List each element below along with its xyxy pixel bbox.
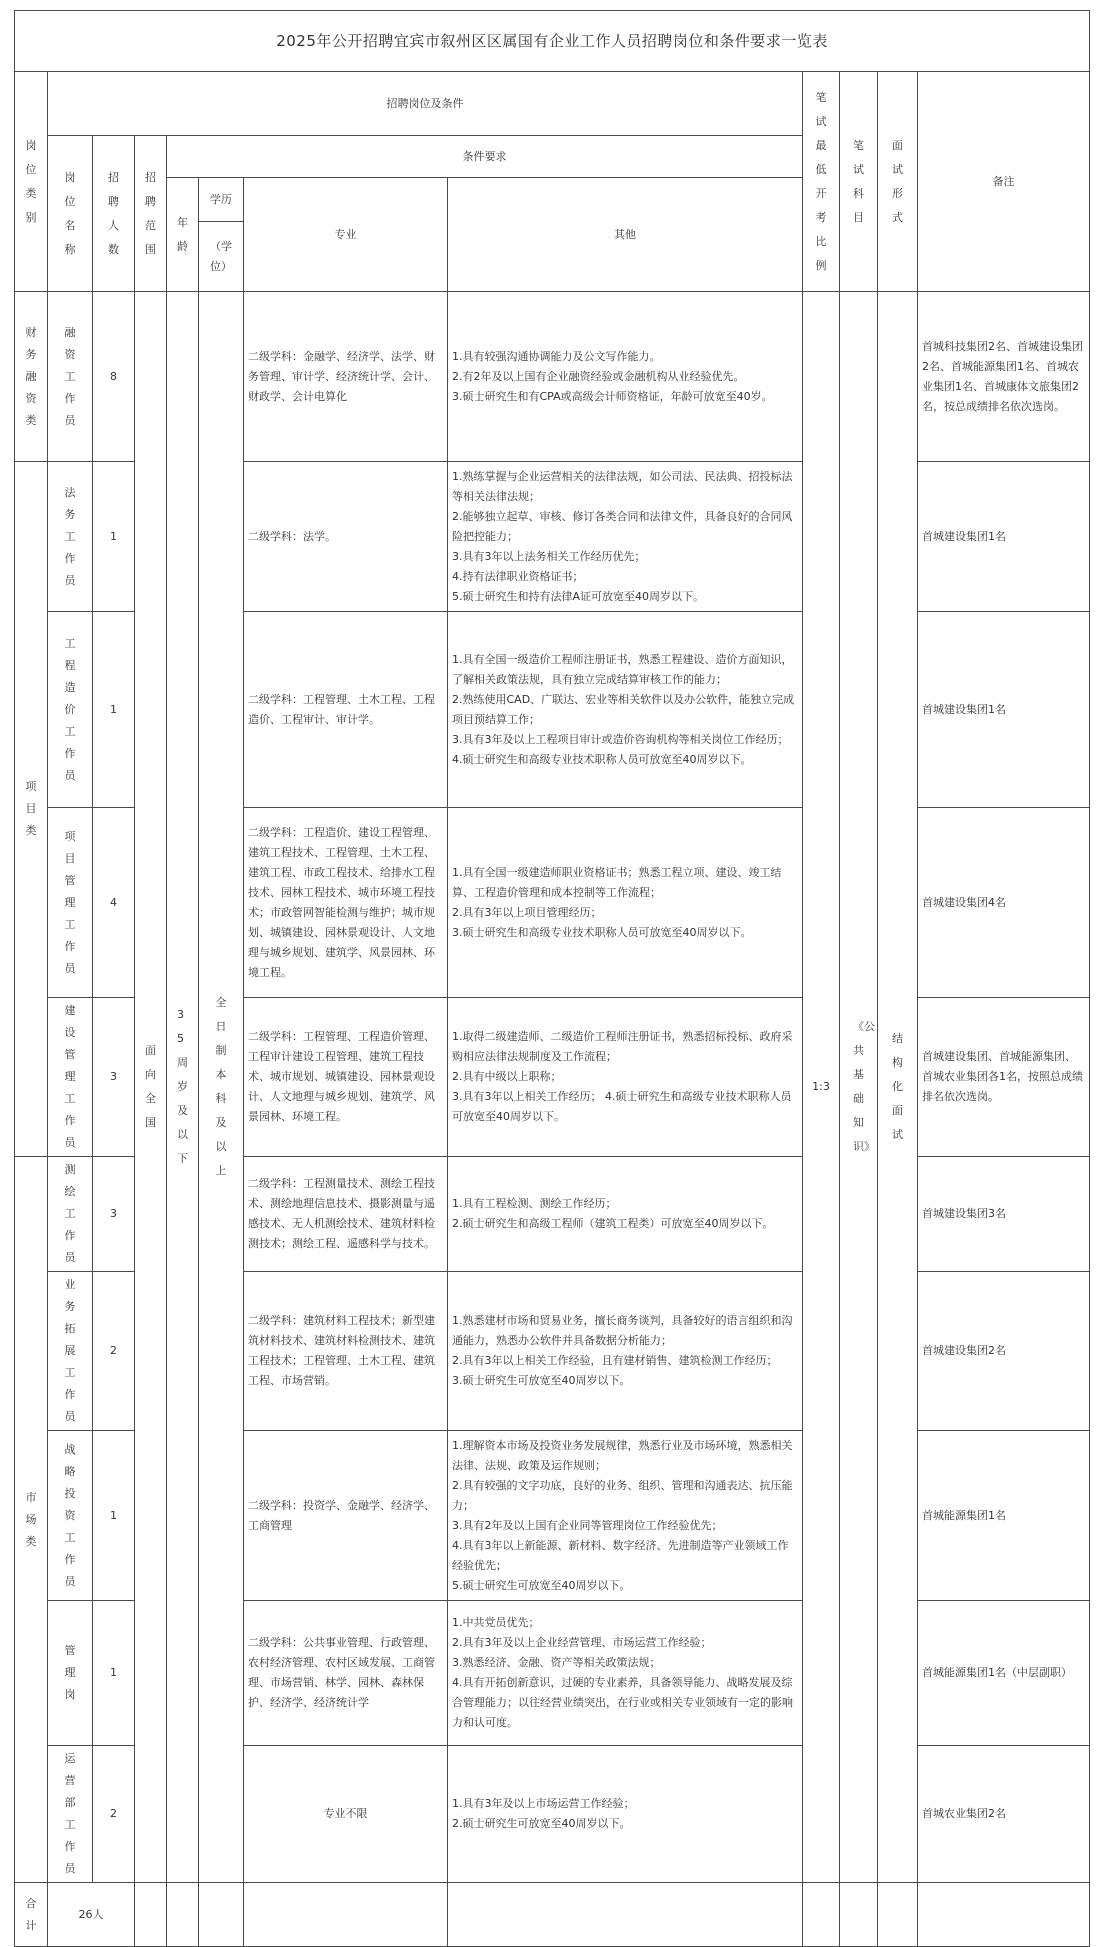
other-item: 1.具有全国一级建造师职业资格证书；熟悉工程立项、建设、竣工结算、工程造价管理和成本控制等工作流程； [452,865,782,899]
position-count: 4 [93,808,135,998]
other-cell [448,998,803,1157]
page-title: 2025年公开招聘宜宾市叙州区区属国有企业工作人员招聘岗位和条件要求一览表 [15,11,1090,72]
other-item: 5.硕士研究生可放宽至40周岁以下。 [452,1578,631,1592]
position-count: 2 [93,1272,135,1431]
position-count: 3 [93,1157,135,1272]
other-item: 1.熟练掌握与企业运营相关的法律法规，如公司法、民法典、招投标法等相关法律法规； [452,469,793,503]
empty-cell [167,1883,199,1947]
total-label: 合计 [15,1883,48,1947]
position-name: 运营部工作员 [48,1746,93,1883]
major-cell: 二级学科：法学。 [244,462,448,612]
other-item: 1.取得二级建造师、二级造价工程师注册证书，熟悉招标投标、政府采购相应法律法规制度及工作流程； [452,1030,793,1063]
other-cell [448,292,803,462]
position-name: 管理岗 [48,1601,93,1746]
position-count: 1 [93,462,135,612]
remark-cell: 首城建设集团3名 [918,1157,1090,1272]
remark-cell: 首城农业集团2名 [918,1746,1090,1883]
other-item: 3.具有3年以上相关工作经历； 4.硕士研究生和高级专业技术职称人员可放宽至40周岁以下。 [452,1090,792,1123]
empty-cell [244,1883,448,1947]
header-interview: 面试形式 [878,72,918,292]
other-item: 4.持有法律职业资格证书； [452,569,584,583]
empty-cell [135,1883,167,1947]
position-count: 1 [93,1601,135,1746]
other-cell [448,808,803,998]
category-cell: 市场类 [15,1157,48,1883]
header-written: 笔试科目 [840,72,878,292]
other-item: 2.硕士研究生可放宽至40周岁以下。 [452,1817,631,1830]
empty-cell [448,1883,803,1947]
other-item: 3.硕士研究生和有CPA或高级会计师资格证，年龄可放宽至40岁。 [452,389,773,403]
recruitment-sheet [14,10,1089,1932]
interview-cell: 结构化面试 [878,292,918,1883]
other-cell [448,1157,803,1272]
position-name: 项目管理工作员 [48,808,93,998]
header-education: 学历 [199,178,244,222]
major-cell: 二级学科：公共事业管理、行政管理、农村经济管理、农村区域发展、工商管理、市场营销、林学、园林、森林保护、经济学、经济统计学 [244,1601,448,1746]
header-count: 招聘人数 [93,136,135,292]
other-item: 3.具有3年及以上工程项目审计或造价咨询机构等相关岗位工作经历； [452,732,789,746]
header-position-group: 招聘岗位及条件 [48,72,803,136]
other-item: 3.熟悉经济、金融、资产等相关政策法规； [452,1656,661,1669]
major-cell: 二级学科：工程造价、建设工程管理、建筑工程技术、工程管理、土木工程、建筑工程、市政工程技术、给排水工程技术、园林工程技术、城市环境工程技术；市政管网智能检测与维护；城市规划、城镇建设、园林景观设计、人文地理与城乡规划、建筑学、风景园林、环境工程。 [244,808,448,998]
other-item: 2.具有3年以上相关工作经验，且有建材销售、建筑检测工作经历； [452,1354,778,1367]
other-item: 4.硕士研究生和高级专业技术职称人员可放宽至40周岁以下。 [452,752,752,766]
other-cell [448,1601,803,1746]
remark-cell: 首城建设集团1名 [918,462,1090,612]
other-item: 2.具有中级以上职称； [452,1070,562,1083]
position-count: 8 [93,292,135,462]
position-name: 测绘工作员 [48,1157,93,1272]
other-cell [448,612,803,808]
other-item: 3.硕士研究生可放宽至40周岁以下。 [452,1374,631,1387]
remark-cell: 首城科技集团2名、首城建设集团2名、首城能源集团1名、首城农业集团1名、首城康体文旅集团2名，按总成绩排名依次选岗。 [918,292,1090,462]
other-item: 2.具有较强的文字功底，良好的业务、组织、管理和沟通表达、抗压能力； [452,1478,793,1512]
other-item: 5.硕士研究生和持有法律A证可放宽至40周岁以下。 [452,589,705,603]
remark-cell: 首城能源集团1名（中层副职） [918,1601,1090,1746]
header-age: 年龄 [167,178,199,292]
other-item: 4.具有3年以上新能源、新材料、数字经济、先进制造等产业领域工作经验优先； [452,1538,789,1572]
header-row-1 [15,72,1090,136]
other-item: 1.具有3年及以上市场运营工作经验； [452,1797,635,1810]
major-cell: 二级学科：建筑材料工程技术；新型建筑材料技术、建筑材料检测技术、建筑工程技术；工程管理、土木工程、建筑工程、市场营销。 [244,1272,448,1431]
written-cell: 《公共基础知识》 [840,292,878,1883]
other-item: 2.有2年及以上国有企业融资经验或金融机构从业经验优先。 [452,369,745,383]
other-item: 2.具有3年及以上企业经营管理、市场运营工作经验； [452,1636,712,1649]
position-name: 工程造价工作员 [48,612,93,808]
position-name: 战略投资工作员 [48,1431,93,1601]
empty-cell [803,1883,840,1947]
scope-cell: 面向全国 [135,292,167,1883]
position-count: 1 [93,1431,135,1601]
major-cell: 专业不限 [244,1746,448,1883]
major-cell: 二级学科：投资学、金融学、经济学、工商管理 [244,1431,448,1601]
major-cell: 二级学科：工程管理、土木工程、工程造价、工程审计、审计学。 [244,612,448,808]
remark-cell: 首城建设集团4名 [918,808,1090,998]
other-item: 2.熟练使用CAD、广联达、宏业等相关软件以及办公软件，能独立完成项目预结算工作； [452,692,795,726]
age-cell: 35周岁及以下 [167,292,199,1883]
other-item: 1.具有较强沟通协调能力及公文写作能力。 [452,349,661,363]
major-cell: 二级学科：工程管理、工程造价管理、工程审计建设工程管理、建筑工程技术、城市规划、城镇建设、园林景观设计、人文地理与城乡规划、建筑学、风景园林、环境工程。 [244,998,448,1157]
other-cell [448,462,803,612]
other-cell [448,1746,803,1883]
header-scope: 招聘范围 [135,136,167,292]
empty-cell [878,1883,918,1947]
remark-cell: 首城建设集团2名 [918,1272,1090,1431]
category-cell: 财务融资类 [15,292,48,462]
ratio-cell: 1:3 [803,292,840,1883]
empty-cell [918,1883,1090,1947]
position-name: 法务工作员 [48,462,93,612]
position-count: 2 [93,1746,135,1883]
header-other: 其他 [448,178,803,292]
total-count: 26人 [48,1883,135,1947]
remark-cell: 首城能源集团1名 [918,1431,1090,1601]
position-name: 融资工作员 [48,292,93,462]
table-row [15,292,1090,462]
education-cell: 全日制本科及以上 [199,292,244,1883]
title-row [15,11,1090,72]
header-position-name: 岗位名称 [48,136,93,292]
other-cell [448,1431,803,1601]
recruitment-table [14,10,1090,1947]
other-item: 1.理解资本市场及投资业务发展规律，熟悉行业及市场环境，熟悉相关法律、法规、政策及运作规则； [452,1438,793,1472]
header-degree: （学位） [199,222,244,292]
empty-cell [840,1883,878,1947]
position-name: 业务拓展工作员 [48,1272,93,1431]
other-item: 2.硕士研究生和高级工程师（建筑工程类）可放宽至40周岁以下。 [452,1217,774,1230]
major-cell: 二级学科：工程测量技术、测绘工程技术、测绘地理信息技术、摄影测量与遥感技术、无人机测绘技术、建筑材料检测技术；测绘工程、遥感科学与技术。 [244,1157,448,1272]
remark-cell: 首城建设集团1名 [918,612,1090,808]
other-item: 3.具有2年及以上国有企业同等管理岗位工作经验优先； [452,1518,723,1532]
other-item: 1.熟悉建材市场和贸易业务，擅长商务谈判，具备较好的语言组织和沟通能力，熟悉办公软件并具备数据分析能力； [452,1314,793,1347]
empty-cell [199,1883,244,1947]
other-item: 1.具有工程检测、测绘工作经历； [452,1197,617,1210]
position-count: 3 [93,998,135,1157]
other-item: 4.具有开拓创新意识，过硬的专业素养，具备领导能力、战略发展及综合管理能力；以往经营业绩突出，在行业或相关专业领域有一定的影响力和认可度。 [452,1676,793,1729]
other-item: 2.能够独立起草、审核、修订各类合同和法律文件，具备良好的合同风险把控能力； [452,509,793,543]
other-cell [448,1272,803,1431]
total-row [15,1883,1090,1947]
other-item: 2.具有3年以上项目管理经历； [452,905,602,919]
header-major: 专业 [244,178,448,292]
category-cell: 项目类 [15,462,48,1157]
header-remark: 备注 [918,72,1090,292]
other-item: 1.具有全国一级造价工程师注册证书，熟悉工程建设、造价方面知识，了解相关政策法规，具有独立完成结算审核工作的能力； [452,652,793,686]
position-name: 建设管理工作员 [48,998,93,1157]
header-ratio: 笔试最低开考比例 [803,72,840,292]
remark-cell: 首城建设集团、首城能源集团、首城农业集团各1名，按照总成绩排名依次选岗。 [918,998,1090,1157]
other-item: 1.中共党员优先； [452,1616,540,1629]
other-item: 3.具有3年以上法务相关工作经历优先； [452,549,646,563]
position-count: 1 [93,612,135,808]
major-cell: 二级学科：金融学、经济学、法学、财务管理、审计学、经济统计学、会计、财政学、会计电算化 [244,292,448,462]
header-conditions: 条件要求 [167,136,803,178]
header-category: 岗位类别 [15,72,48,292]
other-item: 3.硕士研究生和高级专业技术职称人员可放宽至40周岁以下。 [452,925,752,939]
